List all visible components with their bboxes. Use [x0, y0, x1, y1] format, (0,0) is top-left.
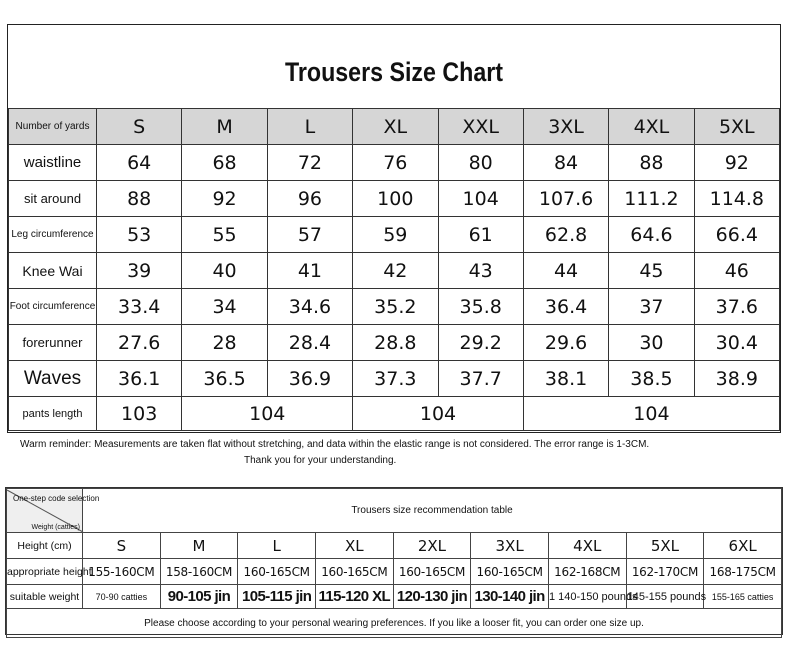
height-cell: 162-170CM — [626, 559, 704, 585]
table-row — [9, 325, 780, 361]
table-cell: 35.8 — [438, 289, 523, 325]
table-cell: 59 — [353, 217, 438, 253]
weight-cell: 155-165 catties — [704, 585, 782, 609]
row-label: Foot circumference — [9, 289, 97, 325]
table-cell: 62.8 — [523, 217, 608, 253]
recommendation-table — [5, 487, 783, 635]
row-label: Knee Wai — [9, 253, 97, 289]
table-row — [9, 217, 780, 253]
size-chart — [7, 24, 781, 433]
table-cell: 29.6 — [523, 325, 608, 361]
chart-title-box — [8, 25, 780, 109]
reminder-thanks: Thank you for your understanding. — [244, 455, 397, 466]
corner-cell — [7, 489, 100, 533]
table-cell: 34 — [182, 289, 267, 325]
table-cell: 40 — [182, 253, 267, 289]
table-cell: 92 — [694, 145, 779, 181]
rec-size: 2XL — [393, 533, 471, 559]
rec-size: 6XL — [704, 533, 782, 559]
rec-size: S — [83, 533, 161, 559]
appropriate-height-label: appropriate height — [7, 559, 83, 585]
size-header: L — [267, 109, 352, 145]
table-row — [9, 181, 780, 217]
table-cell: 72 — [267, 145, 352, 181]
table-cell: 43 — [438, 253, 523, 289]
table-cell: 55 — [182, 217, 267, 253]
height-cell: 162-168CM — [548, 559, 626, 585]
row-label: sit around — [9, 181, 97, 217]
size-header-row — [9, 109, 780, 145]
table-cell: 46 — [694, 253, 779, 289]
corner-diagonal — [7, 490, 100, 532]
table-cell: 61 — [438, 217, 523, 253]
table-cell: 29.2 — [438, 325, 523, 361]
table-cell: 44 — [523, 253, 608, 289]
rec-size-row — [7, 533, 782, 559]
table-cell: 107.6 — [523, 181, 608, 217]
header-label: Number of yards — [9, 109, 97, 145]
table-cell: 104 — [353, 397, 524, 431]
weight-cell: 145-155 pounds — [626, 585, 704, 609]
reminder-text: Warm reminder: Measurements are taken flat without stretching, and data within the elastic range is not considered. The error range is 1-3CM. — [20, 439, 650, 450]
rec-weight-row — [7, 585, 782, 609]
table-cell: 104 — [182, 397, 353, 431]
row-label: Waves — [9, 361, 97, 397]
table-cell: 30.4 — [694, 325, 779, 361]
table-cell: 27.6 — [97, 325, 182, 361]
size-chart-table — [8, 108, 780, 431]
table-cell: 84 — [523, 145, 608, 181]
size-header: 4XL — [609, 109, 694, 145]
table-cell: 88 — [609, 145, 694, 181]
table-cell: 64.6 — [609, 217, 694, 253]
size-header: 3XL — [523, 109, 608, 145]
table-cell: 80 — [438, 145, 523, 181]
table-cell: 114.8 — [694, 181, 779, 217]
rec-size: M — [160, 533, 238, 559]
table-row — [9, 145, 780, 181]
table-cell: 66.4 — [694, 217, 779, 253]
table-cell: 28 — [182, 325, 267, 361]
height-cell: 160-165CM — [238, 559, 316, 585]
rec-size: 5XL — [626, 533, 704, 559]
table-cell: 64 — [97, 145, 182, 181]
table-cell: 111.2 — [609, 181, 694, 217]
table-cell: 41 — [267, 253, 352, 289]
table-cell: 104 — [523, 397, 779, 431]
table-cell: 45 — [609, 253, 694, 289]
table-cell: 100 — [353, 181, 438, 217]
weight-cell: 1 140-150 pounds — [548, 585, 626, 609]
table-cell: 37.7 — [438, 361, 523, 397]
height-cell: 160-165CM — [471, 559, 549, 585]
suitable-weight-label: suitable weight — [7, 585, 83, 609]
size-header: M — [182, 109, 267, 145]
warm-reminder — [20, 437, 780, 469]
table-row — [9, 361, 780, 397]
table-cell: 42 — [353, 253, 438, 289]
table-cell: 39 — [97, 253, 182, 289]
table-cell: 92 — [182, 181, 267, 217]
table-cell: 37.6 — [694, 289, 779, 325]
rec-size: L — [238, 533, 316, 559]
table-cell: 28.4 — [267, 325, 352, 361]
table-cell: 96 — [267, 181, 352, 217]
table-cell: 35.2 — [353, 289, 438, 325]
rec-title: Trousers size recommendation table — [83, 489, 782, 533]
height-cell: 158-160CM — [160, 559, 238, 585]
weight-cell: 130-140 jin — [471, 585, 549, 609]
size-header: XL — [353, 109, 438, 145]
rec-footer-note: Please choose according to your personal wearing preferences. If you like a looser fit, you can order one size up. — [7, 609, 782, 638]
table-cell: 88 — [97, 181, 182, 217]
table-cell: 53 — [97, 217, 182, 253]
chart-title: Trousers Size Chart — [284, 57, 504, 87]
table-cell: 38.9 — [694, 361, 779, 397]
table-cell: 37 — [609, 289, 694, 325]
table-cell: 34.6 — [267, 289, 352, 325]
row-label: forerunner — [9, 325, 97, 361]
table-cell: 76 — [353, 145, 438, 181]
rec-size: 3XL — [471, 533, 549, 559]
table-cell: 28.8 — [353, 325, 438, 361]
height-cell: 155-160CM — [83, 559, 161, 585]
rec-height-row — [7, 559, 782, 585]
table-cell: 104 — [438, 181, 523, 217]
size-header: S — [97, 109, 182, 145]
rec-title-row — [7, 489, 782, 533]
table-cell: 68 — [182, 145, 267, 181]
height-cell: 168-175CM — [704, 559, 782, 585]
table-cell: 36.9 — [267, 361, 352, 397]
size-header: XXL — [438, 109, 523, 145]
pants-length-row — [9, 397, 780, 431]
row-label: pants length — [9, 397, 97, 431]
height-cell: 160-165CM — [315, 559, 393, 585]
rec-size: 4XL — [548, 533, 626, 559]
weight-cell: 90-105 jin — [160, 585, 238, 609]
weight-cell: 120-130 jin — [393, 585, 471, 609]
table-row — [9, 289, 780, 325]
table-cell: 33.4 — [97, 289, 182, 325]
row-label: waistline — [9, 145, 97, 181]
row-label: Leg circumference — [9, 217, 97, 253]
height-cell: 160-165CM — [393, 559, 471, 585]
corner-top-label: One-step code selection — [13, 493, 100, 503]
table-cell: 57 — [267, 217, 352, 253]
table-cell: 103 — [97, 397, 182, 431]
height-label: Height (cm) — [7, 533, 83, 559]
corner-bottom-label: Weight (catties) — [31, 523, 80, 531]
table-cell: 36.5 — [182, 361, 267, 397]
weight-cell: 70-90 catties — [83, 585, 161, 609]
weight-cell: 105-115 jin — [238, 585, 316, 609]
table-cell: 38.1 — [523, 361, 608, 397]
weight-cell: 115-120 XL — [315, 585, 393, 609]
table-cell: 38.5 — [609, 361, 694, 397]
table-cell: 36.4 — [523, 289, 608, 325]
table-cell: 36.1 — [97, 361, 182, 397]
rec-size: XL — [315, 533, 393, 559]
rec-footer-row — [7, 609, 782, 638]
table-cell: 30 — [609, 325, 694, 361]
size-header: 5XL — [694, 109, 779, 145]
table-cell: 37.3 — [353, 361, 438, 397]
table-row — [9, 253, 780, 289]
